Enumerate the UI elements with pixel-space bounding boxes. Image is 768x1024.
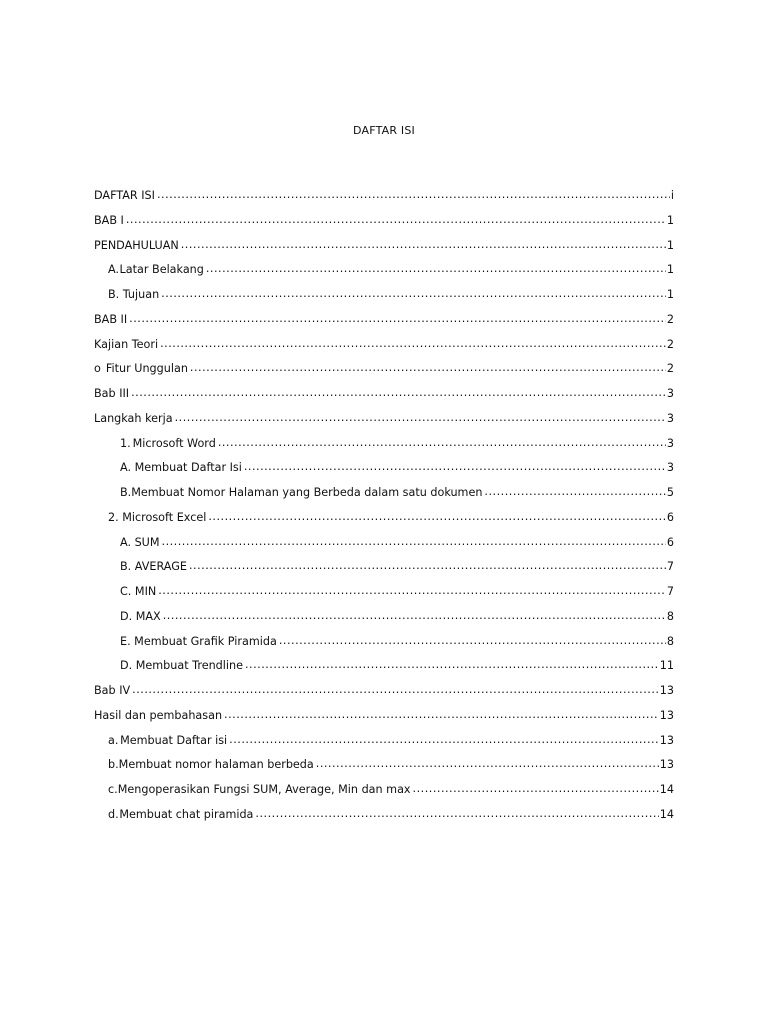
- toc-entry: [94, 783, 674, 808]
- dot-leader: [157, 188, 670, 201]
- toc-entry-page: 3: [666, 387, 674, 400]
- dot-leader: [245, 658, 659, 671]
- toc-entry-label: Bab IV: [94, 684, 131, 697]
- dot-leader: [181, 238, 666, 251]
- toc-entry-label: BAB II: [94, 312, 128, 326]
- toc-entry: [94, 338, 674, 363]
- toc-entry: [94, 486, 674, 511]
- toc-entry: [94, 239, 674, 264]
- dot-leader: [129, 312, 666, 325]
- toc-entry-page: 13: [659, 684, 674, 697]
- toc-entry-page: 7: [666, 585, 674, 598]
- toc-entry: [94, 808, 674, 833]
- toc-entry-page: 2: [666, 312, 674, 326]
- toc-entry-label: BAB I: [94, 213, 124, 227]
- toc-entry: [94, 189, 674, 214]
- toc-entry-page: 1: [666, 238, 674, 252]
- toc-entry-page: 3: [666, 461, 674, 475]
- toc-entry-label: 2. Microsoft Excel: [108, 510, 207, 524]
- toc-entry: [94, 412, 674, 437]
- toc-entry: [94, 461, 674, 486]
- toc-entry-label: Membuat chat piramida: [119, 807, 254, 821]
- dot-leader: [229, 733, 659, 746]
- toc-entry-page: 2: [666, 337, 674, 351]
- toc-entry-label: B. Tujuan: [108, 288, 160, 301]
- toc-entry-page: 14: [659, 783, 674, 796]
- toc-entry-label: PENDAHULUAN: [94, 238, 179, 252]
- toc-entry-label: C. MIN: [120, 585, 157, 598]
- dot-leader: [218, 436, 666, 449]
- toc-entry: [94, 684, 674, 709]
- dot-leader: [161, 287, 666, 300]
- toc-entry-label: D. Membuat Trendline: [120, 659, 243, 673]
- toc-entry: [94, 659, 674, 684]
- toc-entry-label: Bab III: [94, 387, 130, 400]
- dot-leader: [158, 584, 666, 597]
- toc-entry: [94, 437, 674, 462]
- dot-leader: [279, 634, 666, 647]
- toc-entry-page: 13: [659, 733, 674, 747]
- toc-entry: [94, 362, 674, 387]
- toc-entry-label: Membuat nomor halaman berbeda: [118, 758, 314, 772]
- toc-entry: [94, 387, 674, 412]
- dot-leader: [208, 510, 666, 523]
- toc-entry-page: 8: [666, 609, 674, 623]
- toc-entry-label: Kajian Teori: [94, 337, 159, 351]
- toc-entry-page: 1: [666, 263, 674, 277]
- toc-entry: [94, 536, 674, 561]
- toc-entry-page: 6: [666, 535, 674, 549]
- toc-entry-page: 2: [666, 362, 674, 376]
- toc-entry-label: E. Membuat Grafik Piramida: [120, 634, 277, 648]
- toc-entry-marker: 1.: [120, 436, 131, 450]
- dot-leader: [255, 807, 658, 820]
- dot-leader: [189, 559, 666, 572]
- toc-entry-label: Membuat Nomor Halaman yang Berbeda dalam satu dokumen: [131, 486, 483, 499]
- toc-entry-page: 13: [659, 708, 674, 722]
- dot-leader: [126, 213, 666, 226]
- dot-leader: [224, 708, 659, 721]
- toc-entry-page: 8: [666, 634, 674, 648]
- toc-entry-label: D. MAX: [120, 609, 161, 623]
- dot-leader: [206, 262, 666, 275]
- toc-entry: [94, 288, 674, 313]
- toc-entry-page: 7: [666, 560, 674, 574]
- toc-entry: [94, 734, 674, 759]
- toc-entry-label: Fitur Unggulan: [105, 362, 188, 376]
- toc-entry: [94, 635, 674, 660]
- toc-entry-label: Latar Belakang: [119, 263, 204, 277]
- document-title: DAFTAR ISI: [353, 124, 415, 137]
- toc-entry-marker: d.: [108, 807, 119, 821]
- toc-entry-marker: b.: [108, 758, 119, 772]
- toc-entry-page: 1: [666, 288, 674, 301]
- toc-entry-page: 3: [666, 411, 674, 425]
- toc-entry-marker: A.: [108, 263, 120, 277]
- toc-entry-label: A. SUM: [120, 535, 160, 549]
- toc-entry-page: 1: [666, 213, 674, 227]
- toc-entry-label: Langkah kerja: [94, 411, 173, 425]
- toc-entry: [94, 214, 674, 239]
- toc-entry-label: Membuat Daftar isi: [120, 733, 228, 747]
- dot-leader: [175, 411, 666, 424]
- dot-leader: [131, 386, 666, 399]
- toc-entry-label: Mengoperasikan Fungsi SUM, Average, Min dan max: [117, 783, 411, 796]
- dot-leader: [244, 460, 666, 473]
- toc-entry: [94, 313, 674, 338]
- toc-entry-label: B. AVERAGE: [120, 560, 187, 574]
- dot-leader: [484, 485, 665, 498]
- toc-entry-page: 3: [666, 436, 674, 450]
- toc-entry-marker: a.: [108, 733, 119, 747]
- toc-entry-page: 6: [666, 510, 674, 524]
- toc-entry-marker: B.: [120, 486, 132, 499]
- toc-entry-label: A. Membuat Daftar Isi: [120, 461, 242, 475]
- toc-entry-label: DAFTAR ISI: [94, 189, 155, 202]
- dot-leader: [160, 337, 666, 350]
- toc-entry: [94, 758, 674, 783]
- toc-entry-label: Hasil dan pembahasan: [94, 708, 223, 722]
- dot-leader: [162, 535, 666, 548]
- toc-entry: [94, 511, 674, 536]
- toc-entry-page: 5: [666, 486, 674, 499]
- toc-entry: [94, 263, 674, 288]
- toc-entry: [94, 610, 674, 635]
- toc-entry-marker: c.: [108, 783, 118, 796]
- dot-leader: [413, 782, 659, 795]
- dot-leader: [163, 609, 666, 622]
- toc-entry-page: 11: [659, 659, 674, 673]
- toc-entry-label: Microsoft Word: [132, 436, 216, 450]
- toc-entry-page: 13: [659, 758, 674, 772]
- toc-entry: [94, 585, 674, 610]
- dot-leader: [316, 757, 659, 770]
- toc-entry-marker: o: [94, 362, 101, 376]
- toc-entry-page: i: [670, 189, 674, 202]
- toc-entry: [94, 560, 674, 585]
- dot-leader: [190, 361, 666, 374]
- toc-entry: [94, 709, 674, 734]
- table-of-contents: [94, 189, 674, 833]
- dot-leader: [132, 683, 659, 696]
- toc-entry-page: 14: [659, 807, 674, 821]
